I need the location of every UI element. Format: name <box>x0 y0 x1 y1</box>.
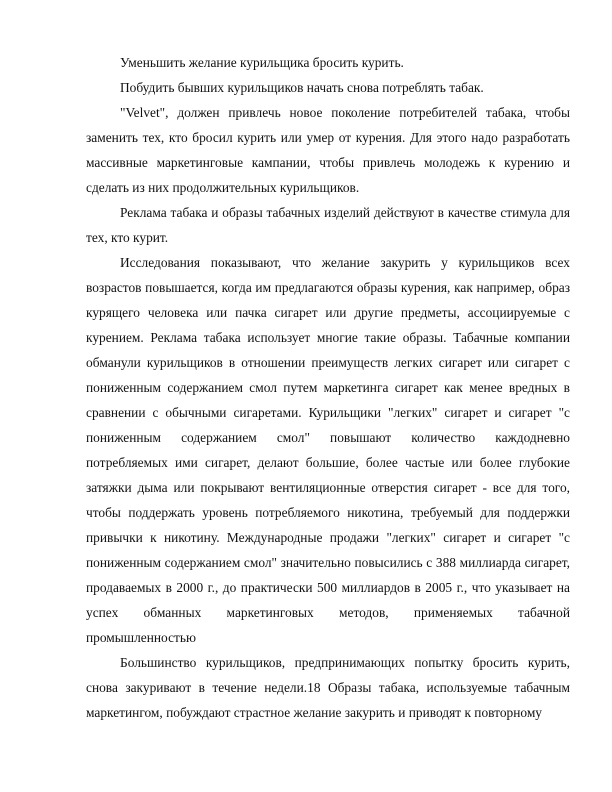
paragraph-relapse: Большинство курильщиков, предпринимающих попытку бросить курить, снова закуривают в течение недели.18 Образы табака, используемые табачным маркетингом, побуждают страстное желание закурить и приводят к повторному <box>86 655 570 720</box>
paragraph-reduce-quit-desire: Уменьшить желание курильщика бросить курить. <box>120 55 404 70</box>
paragraph-former-smokers: Побудить бывших курильщиков начать снова потреблять табак. <box>120 80 484 95</box>
document-body <box>86 50 570 725</box>
paragraph-advertising-stimulus: Реклама табака и образы табачных изделий действуют в качестве стимула для тех, кто курит. <box>86 205 570 245</box>
paragraph-research: Исследования показывают, что желание закурить у курильщиков всех возрастов повышается, когда им предлагаются образы курения, как например, образ курящего человека или пачка сигарет или другие предметы, ассоциируемые с курением. Реклама табака использует многие такие образы. Табачные компании обманули курильщиков в отношении преимуществ легких сигарет или сигарет с пониженным содержанием смол путем маркетинга сигарет как менее вредных в сравнении с обычными сигаретами. Курильщики "легких" сигарет и сигарет "с пониженным содержанием смол" повышают количество каждодневно потребляемых ими сигарет, делают большие, более частые или более глубокие затяжки дыма или покрывают вентиляционные отверстия сигарет - все для того, чтобы поддержать уровень потребляемого никотина, требуемый для поддержки привычки к никотину. Международные продажи "легких" сигарет и сигарет "с пониженным содержанием смол" значительно повысились с 388 миллиарда сигарет, продаваемых в 2000 г., до практически 500 миллиардов в 2005 г., что указывает на успех обманных маркетинговых методов, применяемых табачной промышленностью <box>86 255 570 645</box>
paragraph-velvet: "Velvet", должен привлечь новое поколение потребителей табака, чтобы заменить тех, кто бросил курить или умер от курения. Для этого надо разработать массивные маркетинговые кампании, чтобы привлечь молодежь к курению и сделать из них продолжительных курильщиков. <box>86 105 570 195</box>
